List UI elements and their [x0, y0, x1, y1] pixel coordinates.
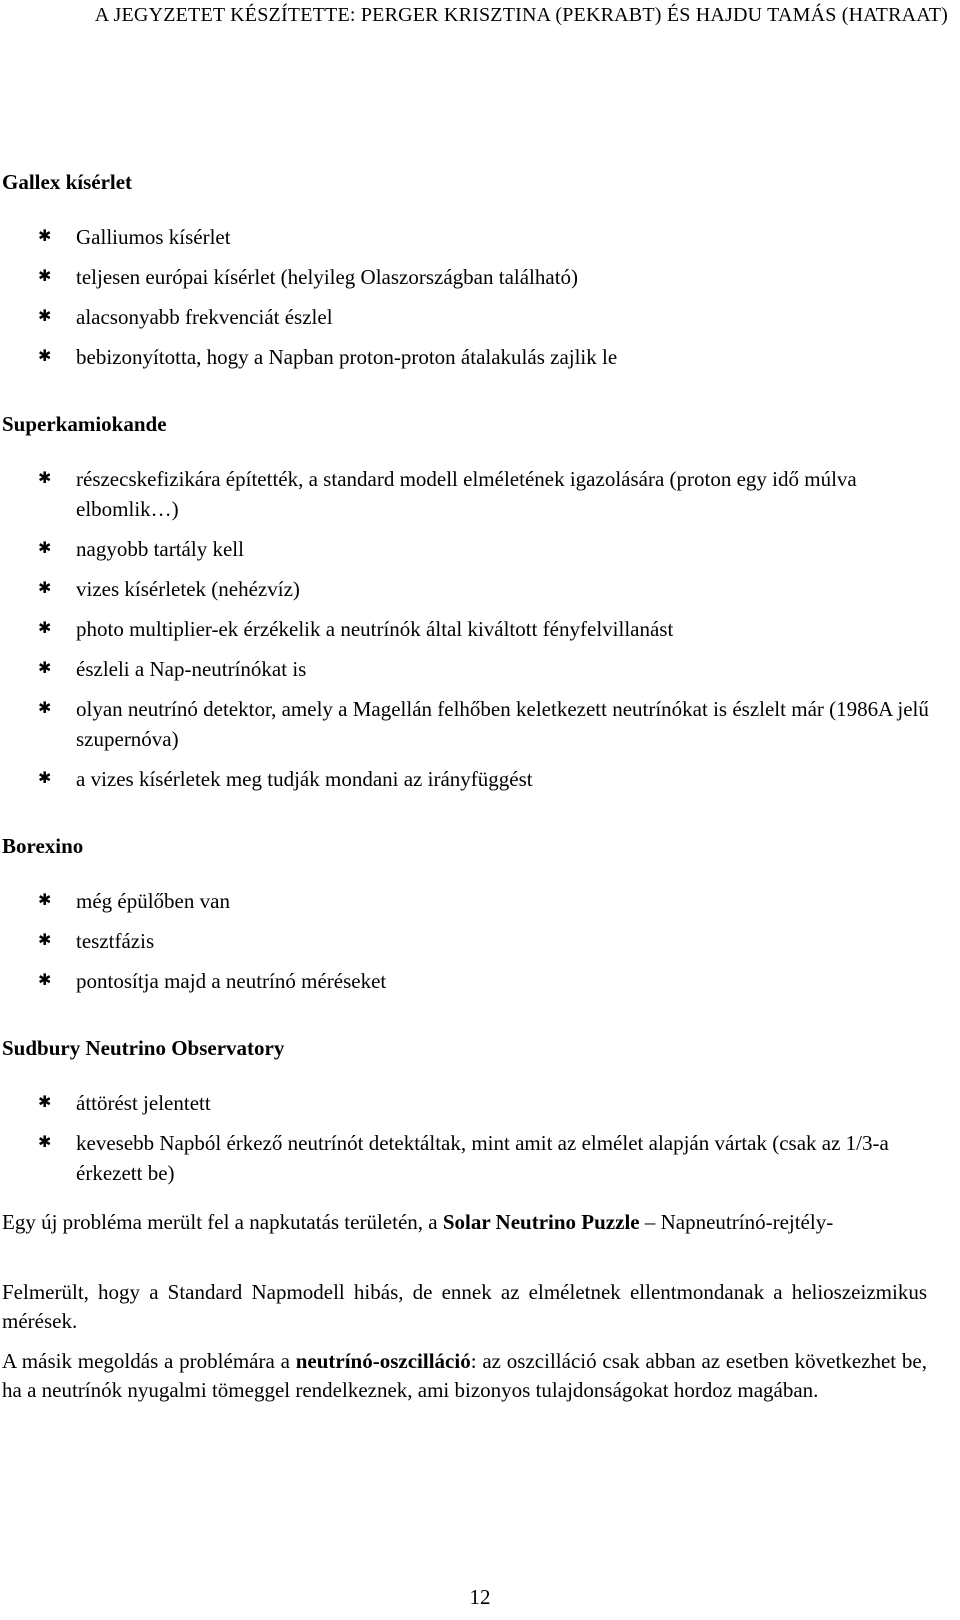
section-title-superkamiokande: Superkamiokande	[2, 412, 167, 436]
section-title-borexino: Borexino	[2, 834, 84, 858]
bold-term: Solar Neutrino Puzzle	[442, 1210, 640, 1234]
asterisk-bullet-icon: ✱	[38, 268, 52, 285]
asterisk-bullet-icon: ✱	[38, 470, 52, 487]
asterisk-bullet-icon: ✱	[38, 932, 52, 949]
paragraph-standard-solar-model: Felmerült, hogy a Standard Napmodell hibás, de ennek az elméletnek ellentmondanak a helioszeizmikus mérések.	[2, 1280, 927, 1333]
paragraph-solar-neutrino-puzzle: Egy új probléma merült fel a napkutatás területén, a Solar Neutrino Puzzle – Napneutrínó-rejtély-	[2, 1210, 834, 1234]
asterisk-bullet-icon: ✱	[38, 228, 52, 245]
asterisk-bullet-icon: ✱	[38, 972, 52, 989]
asterisk-bullet-icon: ✱	[38, 660, 52, 677]
paragraph-neutrino-oscillation: A másik megoldás a problémára a neutrínó-oszcilláció: az oszcilláció csak abban az esetben következhet be, ha a neutrínók nyugalmi tömeggel rendelkeznek, ami bizonyos tulajdonságokat hordoz magában.	[2, 1349, 927, 1402]
asterisk-bullet-icon: ✱	[38, 580, 52, 597]
page-number: 12	[469, 1585, 491, 1609]
asterisk-bullet-icon: ✱	[38, 1094, 52, 1111]
asterisk-bullet-icon: ✱	[38, 620, 52, 637]
section-title-sudbury: Sudbury Neutrino Observatory	[2, 1036, 285, 1060]
asterisk-bullet-icon: ✱	[38, 770, 52, 787]
asterisk-bullet-icon: ✱	[38, 700, 52, 717]
bold-term: neutrínó-oszcilláció	[295, 1349, 471, 1373]
asterisk-bullet-icon: ✱	[38, 308, 52, 325]
document-page: A JEGYZETET KÉSZÍTETTE: PERGER KRISZTINA (PEKRABT) ÉS HAJDU TAMÁS (HATRAAT) Gallex kísérlet ✱ Galliumos kísérlet ✱ teljesen európai kísérlet (helyileg Olaszországban található) ✱ alacsonyabb frekvenciát észlel ✱ bebizonyította, hogy a Napban proton-proton átalakulás zajlik le Superkamiokande ✱ részecskefizikára építették, a standard modell elméletének igazolására (proton egy idő múlva elbomlik…) ✱ nagyobb tartály kell ✱ vizes kísérletek (nehézvíz) ✱ photo multiplier-ek érzékelik a neutrínók által kiváltott fényfelvillanást ✱ észleli a Nap-neutrínókat is ✱ olyan neutrínó detektor, amely a Magellán felhőben keletkezett neutrínókat is észlelt már (1986A jelű szupernóva) ✱ a vizes kísérletek meg tudják mondani az irányfüggést Borexino ✱ még épülőben van ✱ tesztfázis ✱ pontosítja majd a neutrínó méréseket Sudbury Neutrino Observatory ✱ áttörést jelentett ✱ kevesebb Napból érkező neutrínót detektáltak, mint amit az elmélet alapján vártak (csak az 1/3-a érkezett be) Egy új probléma merült fel a napkutatás területén, a Solar Neutrino Puzzle – Napneutrínó-rejtély- Felmerült, hogy a Standard Napmodell hibás, de ennek az elméletnek ellentmondanak a helioszeizmikus mérések. A másik megoldás a problémára a neutrínó-oszcilláció: az oszcilláció csak abban az esetben következhet be, ha a neutrínók nyugalmi tömeggel rendelkeznek, ami bizonyos tulajdonságokat hordoz magában. 12	[0, 0, 960, 1620]
asterisk-bullet-icon: ✱	[38, 348, 52, 365]
asterisk-bullet-icon: ✱	[38, 1134, 52, 1151]
section-title-gallex: Gallex kísérlet	[2, 170, 133, 194]
running-header: A JEGYZETET KÉSZÍTETTE: PERGER KRISZTINA (PEKRABT) ÉS HAJDU TAMÁS (HATRAAT)	[94, 4, 948, 26]
asterisk-bullet-icon: ✱	[38, 892, 52, 909]
asterisk-bullet-icon: ✱	[38, 540, 52, 557]
